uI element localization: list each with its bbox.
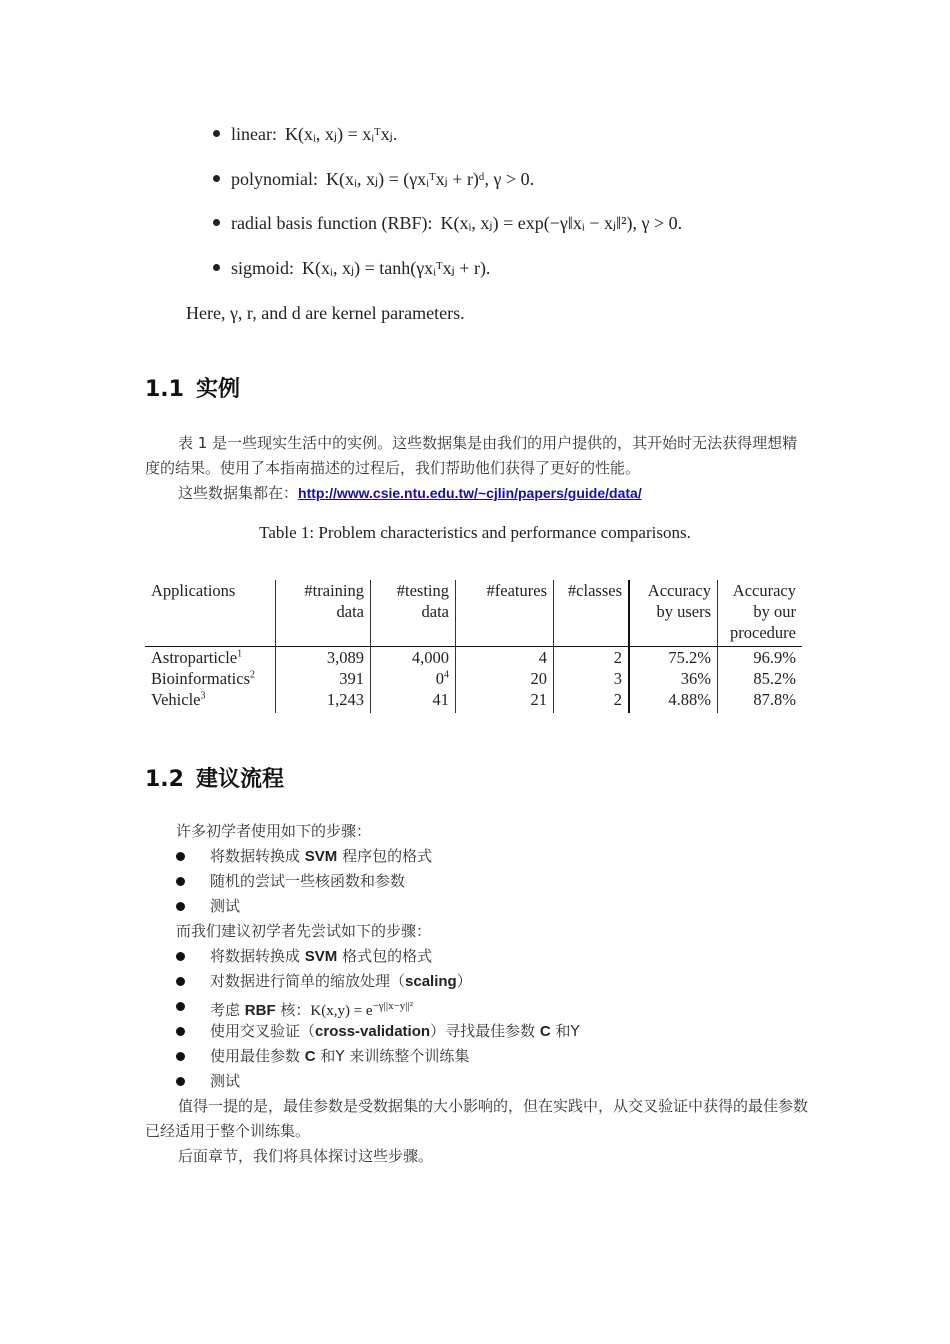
step-text: ）寻找最佳参数 bbox=[430, 1022, 540, 1040]
header-training bbox=[276, 580, 371, 647]
bullet-icon bbox=[213, 219, 220, 226]
dataset-location-paragraph bbox=[145, 481, 810, 506]
kernel-item-polynomial bbox=[213, 169, 534, 190]
cell-text: 41 bbox=[432, 690, 449, 709]
bullet-icon bbox=[176, 877, 185, 886]
recommended-step bbox=[176, 994, 816, 1019]
table-row bbox=[145, 647, 802, 669]
step-text: ） bbox=[456, 972, 472, 990]
footnote-mark: 4 bbox=[444, 669, 449, 681]
bullet-icon bbox=[213, 264, 220, 271]
step-text: 和Y bbox=[550, 1022, 580, 1040]
cell-app bbox=[145, 668, 276, 689]
cell-testing bbox=[371, 689, 456, 713]
bullet-icon bbox=[213, 130, 220, 137]
beginner-step bbox=[176, 894, 816, 919]
header-accuracy-ours bbox=[718, 580, 803, 647]
cell-app bbox=[145, 647, 276, 669]
bullet-icon bbox=[176, 1002, 185, 1011]
section-heading-1-1 bbox=[145, 372, 240, 403]
recommended-step bbox=[176, 944, 816, 969]
kernel-formula: K(xᵢ, xⱼ) = xᵢᵀxⱼ. bbox=[284, 124, 398, 144]
rbf-exponent: −γ||x−y||² bbox=[372, 1000, 413, 1012]
table-row bbox=[145, 689, 802, 713]
header-text: Accuracy bbox=[647, 581, 711, 600]
cell-classes: 2 bbox=[554, 689, 630, 713]
header-text: #classes bbox=[567, 581, 622, 600]
header-text: #features bbox=[486, 581, 547, 600]
cell-classes: 2 bbox=[554, 647, 630, 669]
bullet-icon bbox=[176, 1077, 185, 1086]
kernel-item-rbf bbox=[213, 213, 682, 234]
step-text: 使用交叉验证（ bbox=[210, 1022, 316, 1040]
cell-training: 1,243 bbox=[276, 689, 371, 713]
cell-acc-ours: 85.2% bbox=[753, 669, 796, 688]
header-accuracy-users bbox=[629, 580, 718, 647]
step-text: 核： bbox=[275, 1001, 311, 1019]
table-header-row bbox=[145, 580, 802, 647]
step-text: 程序包的格式 bbox=[337, 847, 433, 865]
step-text: 格式包的格式 bbox=[337, 947, 433, 965]
cell-features: 20 bbox=[456, 668, 554, 689]
paragraph-text: 值得一提的是，最佳参数是受数据集的大小影响的，但在实践中，从交叉验证中获得的最佳参数已经适用于整个训练集。 bbox=[145, 1097, 809, 1140]
cell-acc-users: 75.2% bbox=[629, 647, 718, 669]
cell-features: 21 bbox=[456, 689, 554, 713]
cell-text: Vehicle bbox=[151, 690, 201, 709]
recommended-step bbox=[176, 1069, 816, 1094]
step-text: C bbox=[539, 1023, 551, 1040]
header-text: procedure bbox=[730, 623, 796, 642]
step-text: 将数据转换成 bbox=[210, 847, 305, 865]
section-title: 实例 bbox=[195, 377, 240, 402]
paragraph-text: 后面章节，我们将具体探讨这些步骤。 bbox=[178, 1147, 434, 1165]
kernel-parameters-note: Here, γ, r, and d are kernel parameters. bbox=[186, 303, 465, 323]
paragraph-text: 表 1 是一些现实生活中的实例。这些数据集是由我们的用户提供的，其开始时无法获得理想精度的结果。使用了本指南描述的过程后，我们帮助他们获得了更好的性能。 bbox=[145, 434, 798, 477]
table-row bbox=[145, 668, 802, 689]
cell-text: 4,000 bbox=[411, 648, 449, 667]
kernel-label: radial basis function (RBF): bbox=[231, 213, 433, 233]
footnote-mark: 3 bbox=[200, 690, 206, 702]
cell-acc-ours: 87.8% bbox=[753, 690, 796, 709]
step-text: cross-validation bbox=[315, 1023, 431, 1040]
cell-text: 0 bbox=[435, 669, 444, 688]
step-text: 对数据进行简单的缩放处理（ bbox=[210, 972, 406, 990]
step-text: 使用最佳参数 bbox=[210, 1047, 305, 1065]
beginner-steps-intro: 许多初学者使用如下的步骤： bbox=[176, 822, 372, 840]
cell-acc-ours: 96.9% bbox=[753, 648, 796, 667]
step-text: 测试 bbox=[210, 897, 241, 915]
header-text: by our bbox=[753, 602, 796, 621]
bullet-icon bbox=[176, 852, 185, 861]
cell-classes: 3 bbox=[554, 668, 630, 689]
header-classes bbox=[554, 580, 630, 647]
kernel-formula: K(xᵢ, xⱼ) = (γxᵢᵀxⱼ + r)ᵈ, γ > 0. bbox=[326, 169, 535, 189]
recommended-step bbox=[176, 1044, 816, 1069]
bullet-icon bbox=[176, 902, 185, 911]
cell-features: 4 bbox=[456, 647, 554, 669]
cell-acc-users: 4.88% bbox=[629, 689, 718, 713]
header-text: Accuracy bbox=[732, 581, 796, 600]
step-text: 测试 bbox=[210, 1072, 241, 1090]
kernel-item-sigmoid bbox=[213, 258, 490, 279]
section-number: 1.2 bbox=[145, 767, 184, 792]
header-text: data bbox=[421, 602, 449, 621]
header-applications bbox=[145, 580, 276, 647]
header-text: Applications bbox=[151, 581, 236, 600]
beginner-step bbox=[176, 844, 816, 869]
table-caption: Table 1: Problem characteristics and performance comparisons. bbox=[259, 523, 691, 542]
paragraph-text: 这些数据集都在： bbox=[178, 484, 299, 502]
kernel-label: sigmoid: bbox=[231, 258, 295, 278]
cell-acc-users: 36% bbox=[629, 668, 718, 689]
step-text: C bbox=[304, 1048, 316, 1065]
header-testing bbox=[371, 580, 456, 647]
step-text: SVM bbox=[304, 948, 338, 965]
cell-testing bbox=[371, 647, 456, 669]
header-text: #training bbox=[304, 581, 364, 600]
procedure-steps bbox=[176, 819, 816, 1094]
beginner-step bbox=[176, 869, 816, 894]
recommended-step bbox=[176, 1019, 816, 1044]
bullet-icon bbox=[176, 952, 185, 961]
performance-table bbox=[145, 580, 802, 713]
header-features bbox=[456, 580, 554, 647]
step-text: SVM bbox=[304, 848, 338, 865]
recommended-steps-intro: 而我们建议初学者先尝试如下的步骤： bbox=[176, 922, 432, 940]
cell-text: Astroparticle bbox=[151, 648, 238, 667]
step-text: 和Y 来训练整个训练集 bbox=[315, 1047, 470, 1065]
cell-app bbox=[145, 689, 276, 713]
examples-paragraph bbox=[145, 431, 810, 481]
rbf-formula: K(x,y) = e bbox=[310, 1003, 373, 1019]
cell-text: Bioinformatics bbox=[151, 669, 250, 688]
cell-training: 391 bbox=[276, 668, 371, 689]
kernel-label: polynomial: bbox=[231, 169, 318, 189]
cell-training: 3,089 bbox=[276, 647, 371, 669]
footnote-mark: 1 bbox=[237, 648, 243, 660]
kernel-formula: K(xᵢ, xⱼ) = tanh(γxᵢᵀxⱼ + r). bbox=[302, 258, 491, 278]
bullet-icon bbox=[213, 175, 220, 182]
kernel-item-linear bbox=[213, 124, 397, 145]
step-text: 考虑 bbox=[210, 1001, 245, 1019]
kernel-label: linear: bbox=[231, 124, 277, 144]
footnote-mark: 2 bbox=[249, 669, 255, 681]
header-text: #testing bbox=[396, 581, 449, 600]
dataset-link[interactable]: http://www.csie.ntu.edu.tw/~cjlin/papers/guide/data/ bbox=[298, 485, 642, 501]
bullet-icon bbox=[176, 1052, 185, 1061]
kernel-formula: K(xᵢ, xⱼ) = exp(−γ‖xᵢ − xⱼ‖²), γ > 0. bbox=[440, 213, 683, 233]
header-text: data bbox=[336, 602, 364, 621]
recommended-step bbox=[176, 969, 816, 994]
next-chapters-paragraph bbox=[145, 1144, 810, 1169]
best-parameters-paragraph bbox=[145, 1094, 810, 1144]
bullet-icon bbox=[176, 977, 185, 986]
step-text: scaling bbox=[405, 973, 457, 990]
step-text: 将数据转换成 bbox=[210, 947, 305, 965]
section-heading-1-2 bbox=[145, 762, 284, 793]
bullet-icon bbox=[176, 1027, 185, 1036]
cell-testing bbox=[371, 668, 456, 689]
step-text: 随机的尝试一些核函数和参数 bbox=[210, 872, 406, 890]
step-text: RBF bbox=[244, 1002, 276, 1019]
section-number: 1.1 bbox=[145, 377, 184, 402]
section-title: 建议流程 bbox=[195, 767, 284, 792]
header-text: by users bbox=[656, 602, 711, 621]
